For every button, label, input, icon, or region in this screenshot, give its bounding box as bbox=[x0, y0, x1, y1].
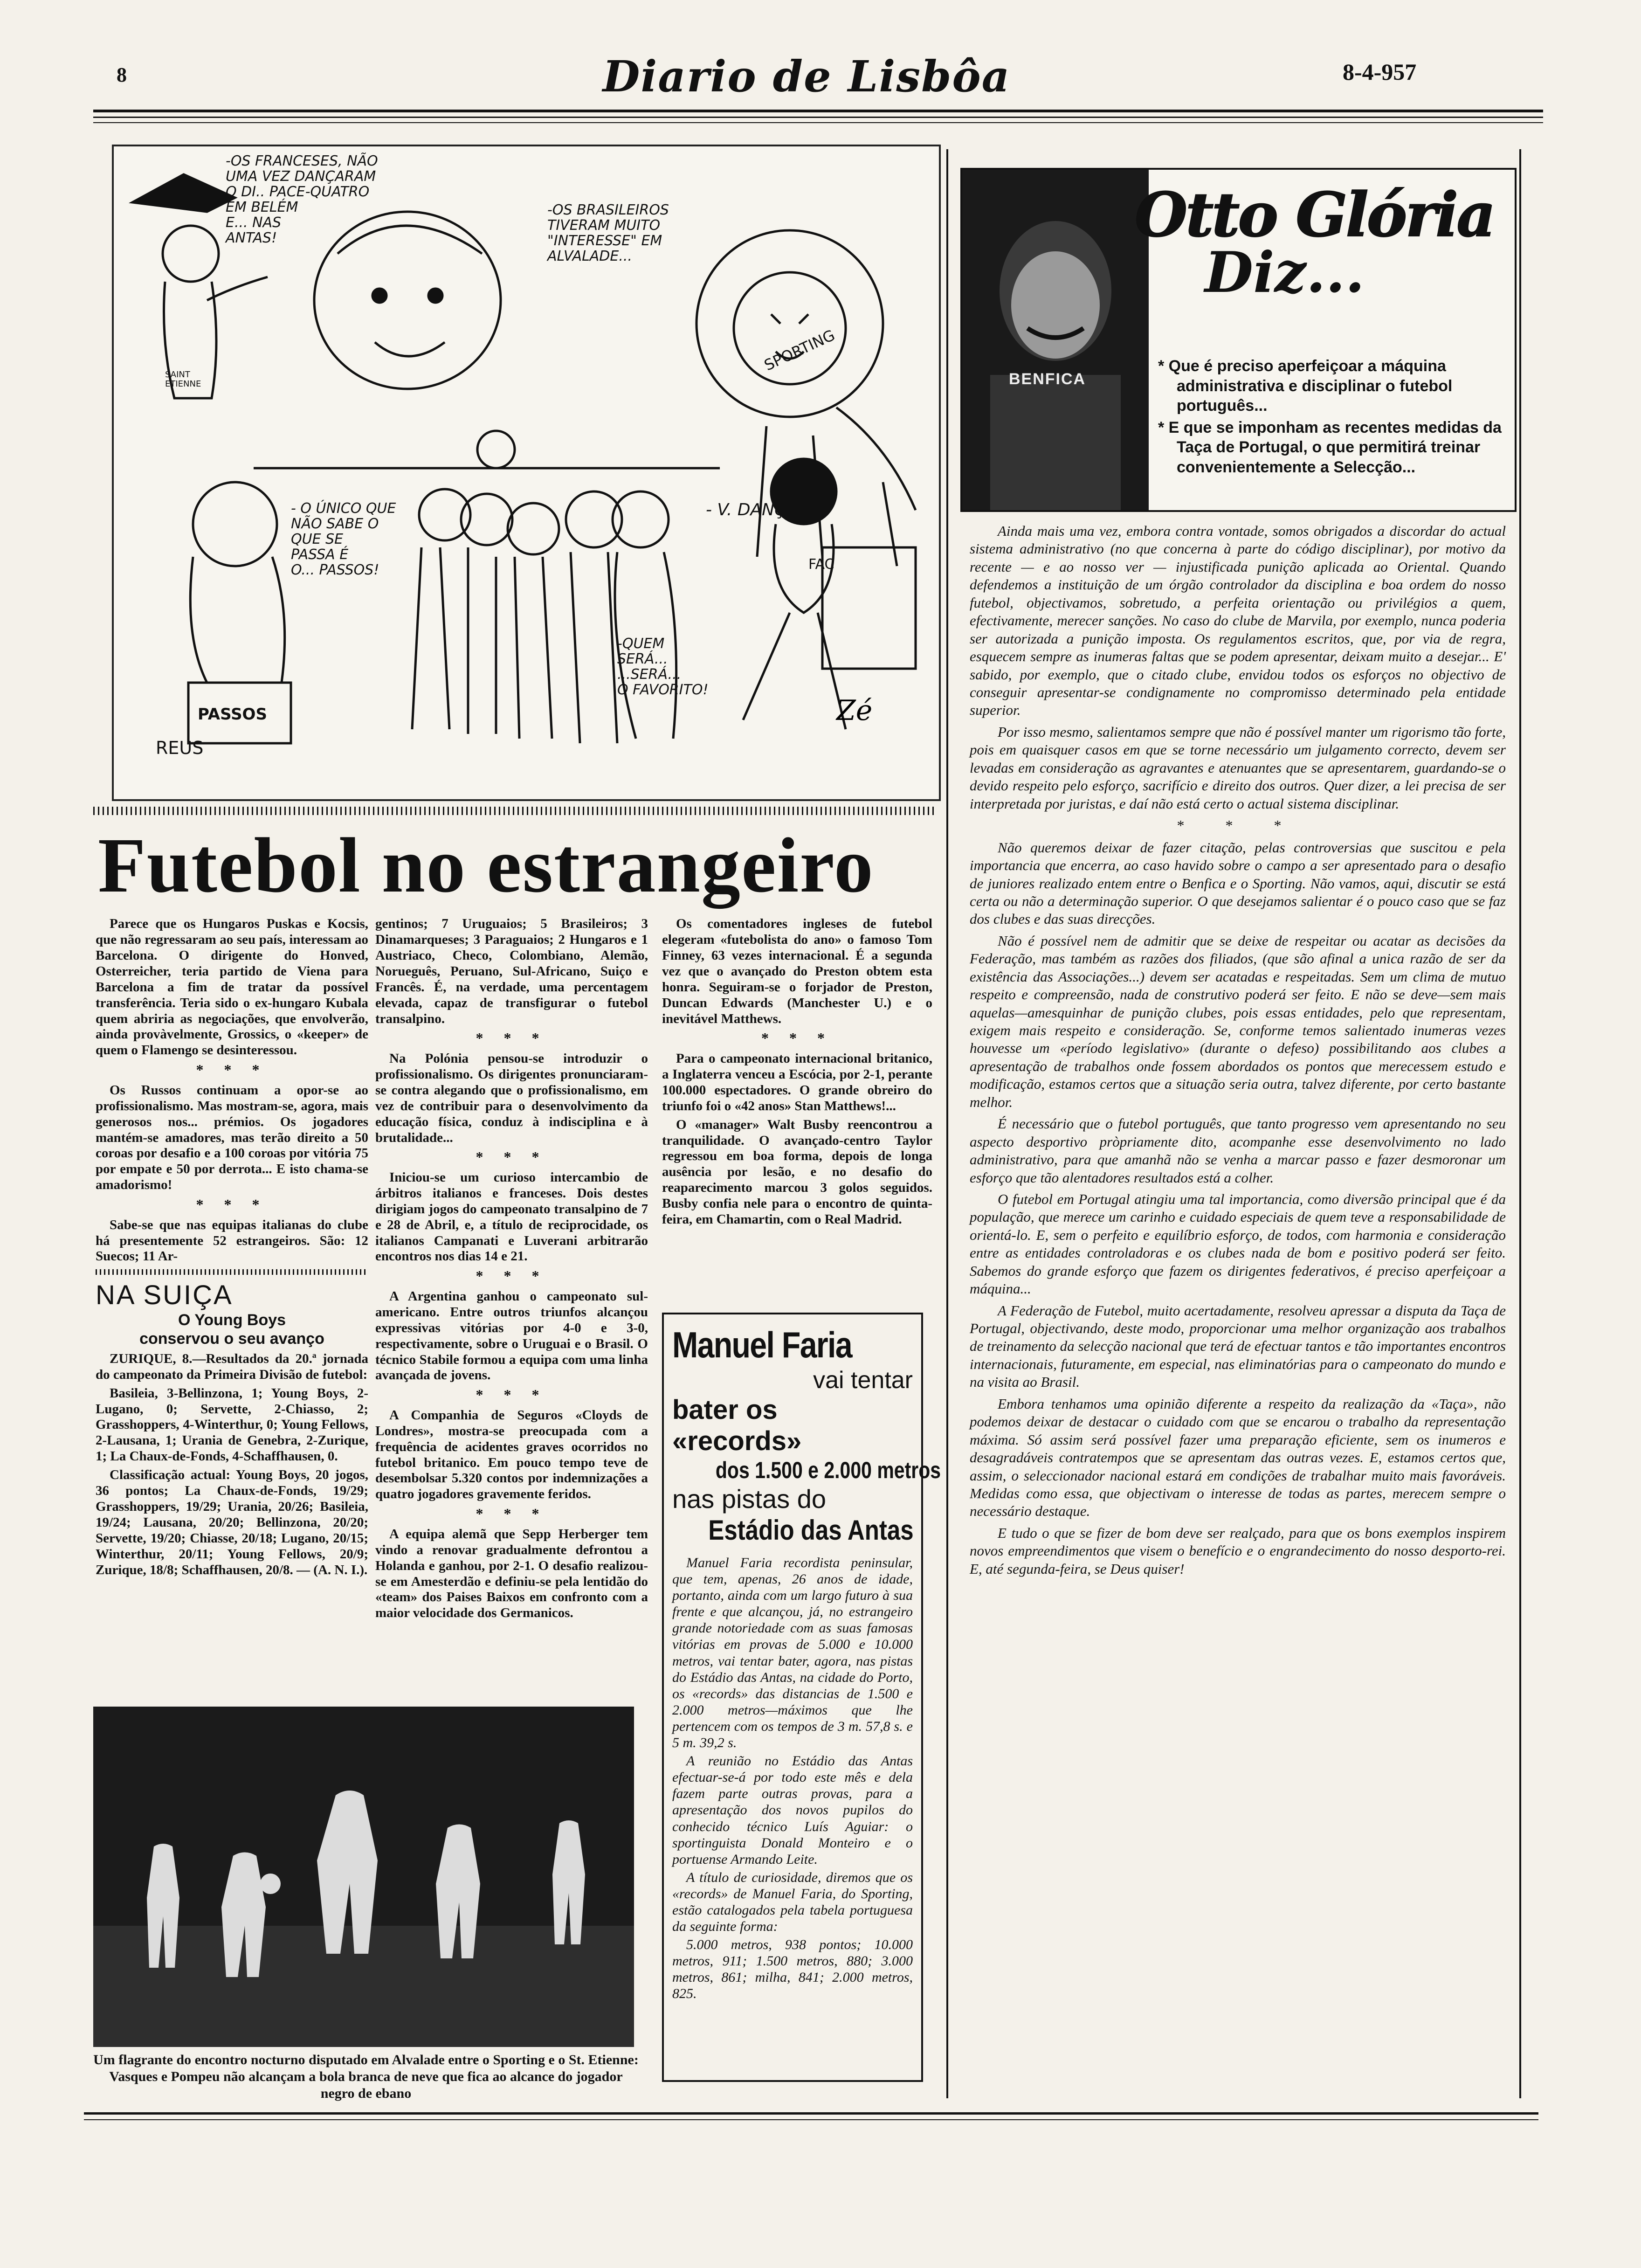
otto-article bbox=[970, 522, 1506, 1582]
footer-rule bbox=[84, 2112, 1538, 2115]
match-photo-drawing bbox=[93, 1707, 634, 2047]
article-paragraph: Iniciou-se um curioso intercambio de árbitros italianos e franceses. Dois destes dirigiam jogos do campeonato transalpino de 7 e 28 de Abril, e, a título de reciprocidade, os italianos Campanati e Luverani arbitrarão encontros nos dias 14 e 21. bbox=[375, 1169, 648, 1264]
separator-stars: * * * bbox=[196, 1196, 268, 1213]
article-paragraph: A Federação de Futebol, muito acertadamente, resolveu apressar a disputa da Taça de Portugal, objectivando, deste modo, proporcionar uma melhor organização aos trabalhos de treinamento da selecção nacional que terá de efectuar tantos e tão importantes encontros internacionais, futuramente, em especial, nas eliminatórias para o campeonato do mundo e na visita ao Brasil. bbox=[970, 1302, 1506, 1390]
photo-caption: Um flagrante do encontro nocturno disputado em Alvalade entre o Sporting e o St. Etienne: Vasques e Pompeu não alcançam a bola branca de neve que fica ao alcance do jogador negro de ebano bbox=[93, 2052, 639, 2101]
faria-line5: nas pistas do bbox=[672, 1484, 826, 1514]
article-paragraph: E tudo o que se fizer de bom deve ser realçado, para que os bons exemplos inspirem novos empreendimentos que visem o benefício e o engrandecimento do nosso desporto-rei. E, até segunda-feira, se Deus quiser! bbox=[970, 1524, 1506, 1577]
article-paragraph: Manuel Faria recordista peninsular, que tem, apenas, 26 anos de idade, portanto, ainda com um largo futuro à sua frente e que alcançou, já, no estrangeiro grande notoriedade com as suas famosas vitórias em provas de 5.000 e 10.000 metros, vai tentar bater, agora, nas pistas do Estádio das Antas, na cidade do Porto, os «records» das distancias de 1.500 e 2.000 metros—máximos que lhe pertencem com os tempos de 3 m. 57,8 s. e 5 m. 39,2 s. bbox=[672, 1555, 913, 1751]
bubble-franceses: -OS FRANCESES, NÃO UMA VEZ DANÇARAM O DI.. PACE-QUATRO EM BELÉM E... NAS ANTAS! bbox=[226, 153, 378, 246]
bubble-favorito: -QUEM SERÁ... ...SERÁ... O FAVORITO! bbox=[617, 636, 709, 698]
otto-bullets bbox=[1158, 356, 1503, 479]
artist-signature: Zé bbox=[836, 694, 873, 727]
separator-stars: * * * bbox=[476, 1386, 548, 1404]
article-paragraph: ZURIQUE, 8.—Resultados da 20.ª jornada do campeonato da Primeira Divisão de futebol: bbox=[96, 1351, 368, 1382]
article-paragraph: A Argentina ganhou o campeonato sul-americano. Entre outros triunfos alcançou expressivas vitórias por 4-0 e 3-0, respectivamente, sobre o Uruguai e o Brasil. O técnico Stabile formou a equipa com uma linha avançada de jovens. bbox=[375, 1288, 648, 1383]
separator-stars: * * * bbox=[476, 1148, 548, 1166]
header-rule-top bbox=[93, 110, 1543, 112]
otto-portrait bbox=[962, 170, 1149, 510]
separator-stars: * * * bbox=[196, 1061, 268, 1079]
article-paragraph: Classificação actual: Young Boys, 20 jogos, 36 pontos; La Chaux-de-Fonds, 19/29; Grasshoppers, 19/29; Urania, 20/26; Basileia, 19/24; Lausana, 20/20; Bellinzona, 20/20; Servette, 19/20; Chiasse, 20/18; Lugano, 20/15; Winterthur, 20/11; Young Fellows, 20/9; Zurique, 18/8; Schaffhausen, 20/8. — (A. N. I.). bbox=[96, 1467, 368, 1577]
article-paragraph: Os Russos continuam a opor-se ao profissionalismo. Mas mostram-se, agora, mais generosos nos... prémios. Os jogadores mantém-se amadores, mas terão direito a 50 coroas por desafio e a 100 coroas por vitória 75 por empate e 50 por derrota... E isto chama-se amadorismo! bbox=[96, 1082, 368, 1193]
separator-stars: * * * bbox=[476, 1267, 548, 1285]
article-paragraph: Basileia, 3-Bellinzona, 1; Young Boys, 2-Lugano, 0; Servette, 2-Chiasso, 2; Grasshoppers, 4-Winterthur, 0; Young Fellows, 2-Lausana, 1; Urania de Genebra, 2-Zurique, 1; La Chaux-de-Fonds, 4-Schaffhausen, 0. bbox=[96, 1385, 368, 1464]
footer-rule-2 bbox=[84, 2119, 1538, 2120]
issue-date: 8-4-957 bbox=[1343, 59, 1417, 85]
page-number: 8 bbox=[117, 63, 127, 86]
headline: Futebol no estrangeiro bbox=[98, 822, 874, 909]
section-title-suica: NA SUIÇA bbox=[96, 1280, 233, 1311]
article-paragraph: Ainda mais uma vez, embora contra vontade, somos obrigados a discordar do actual sistema administrativo (no que concerna à parte do código disciplinar), por motivo da recente — e ao nosso ver — injustificada punição aplicada ao Oriental. Quando defendemos a instituição de um órgão controlador da disciplina e boa ordem do nosso futebol, objectivamos, sobretudo, a perfeita orientação ou privilégios a quem, efectivamente, merecer sanções. No caso do clube de Marvila, por exemplo, nunca poderia ser autorizada a punição imposta. Os regulamentos escritos, que, por via de regra, esquecem sempre as inumeras faltas que se podem apresentar, deixam muito a desejar... E' sabido, por exemplo, que o citado clube, envidou todos os esforços no objectivo de conseguir apresentar-se condignamente no compromisso determinado pela entidade superior. bbox=[970, 523, 1506, 719]
separator-stars: * * * bbox=[476, 1030, 548, 1047]
header-rule-bottom bbox=[93, 117, 1543, 118]
article-paragraph: gentinos; 7 Uruguaios; 5 Brasileiros; 3 Dinamarqueses; 3 Paraguaios; 2 Hungaros e 1 Austriaco, Checo, Colombiano, Alemão, Norueguês, Peruano, Sul-Africano, Suiço e Francês. É, na verdade, uma percentagem elevada, capaz de transfigurar o futebol transalpino. bbox=[375, 916, 648, 1026]
article-paragraph: Por isso mesmo, salientamos sempre que não é possível manter um rigorismo tão forte, pois em quaisquer casos em que se torne necessário um julgamento correcto, devem ser levadas em consideração as agravantes e atenuantes que se apresentarem, guardando-se o devido respeito pelo esforço, sacrifício e direito dos outros. Quer dizer, a lei precisa de ser interpretada por juristas, e daí não está certo o actual sistema disciplinar. bbox=[970, 723, 1506, 812]
article-paragraph: Embora tenhamos uma opinião diferente a respeito da realização da «Taça», não podemos deixar de destacar o cuidado com que se encarou o trabalho da representação máxima. Só assim será possível fazer uma preparação eficiente, sem os inumeros e desagradáveis contratempos que se apresentam das outras vezes. E, estamos certos que, assim, o seleccionador nacional estará em condições de trabalhar muito mais favoráveis. Medidas como essa, que objectivam o interesse de todas as partes, merecem sempre o necessário destaque. bbox=[970, 1395, 1506, 1520]
article-paragraph: É necessário que o futebol português, que tanto progresso vem apresentando no seu aspecto desportivo pròpriamente dito, acompanhe esse desenvolvimento no lado administrativo, para que amanhã não se venha a marcar passo e fazer desmoronar um esforço que tão alentadores resultados está a colher. bbox=[970, 1115, 1506, 1186]
masthead: Diario de Lisbôa bbox=[602, 51, 1011, 102]
otto-gloria-box bbox=[960, 168, 1517, 512]
article-paragraph: A reunião no Estádio das Antas efectuar-se-á por todo este mês e dela fazem parte outras provas, para a apresentação dos novos pupilos do conhecido técnico Luís Aguiar: o sportinguista Donald Monteiro e o portuense Armando Leite. bbox=[672, 1753, 913, 1867]
separator-stars: * * * bbox=[476, 1505, 548, 1522]
faria-line6: Estádio das Antas bbox=[708, 1514, 914, 1546]
bullet-item: * E que se imponham as recentes medidas da Taça de Portugal, o que permitirá treinar convenientemente a Selecção... bbox=[1158, 418, 1502, 476]
otto-title: Otto Glória bbox=[1135, 179, 1494, 250]
article-paragraph: Sabe-se que nas equipas italianas do clube há presentemente 52 estrangeiros. São: 12 Suecos; 11 Ar- bbox=[96, 1217, 368, 1264]
bubble-danca: - V. DANÇA! bbox=[706, 500, 805, 519]
separator-stars: * * * bbox=[761, 1030, 833, 1047]
cartoon-divider bbox=[93, 807, 937, 815]
cartoon-illustration bbox=[112, 145, 941, 801]
faria-line3: bater os «records» bbox=[672, 1395, 802, 1456]
separator-stars: * * * bbox=[1176, 817, 1299, 834]
column-3 bbox=[662, 916, 932, 1231]
match-photo bbox=[93, 1707, 634, 2047]
faria-box bbox=[662, 1313, 941, 2082]
label-reus: REUS bbox=[156, 738, 204, 758]
label-fac: FAC bbox=[808, 556, 834, 573]
otto-title-diz: Diz... bbox=[1205, 240, 1365, 305]
faria-line2: vai tentar bbox=[813, 1367, 913, 1394]
header-rule-third bbox=[93, 122, 1543, 123]
bubble-brasileiros: -OS BRASILEIROS TIVERAM MUITO "INTERESSE" EM ALVALADE... bbox=[547, 202, 669, 264]
bullet-item: * Que é preciso aperfeiçoar a máquina administrativa e disciplinar o futebol português... bbox=[1158, 357, 1453, 415]
column-1 bbox=[96, 916, 368, 1581]
article-paragraph: Para o campeonato internacional britanico, a Inglaterra venceu a Escócia, por 2-1, perante 100.000 espectadores. O grande obreiro do triunfo foi o «42 anos» Stan Matthews!... bbox=[662, 1051, 932, 1113]
faria-title: Manuel Faria bbox=[672, 1324, 852, 1365]
label-sporting: SPORTING bbox=[761, 326, 838, 374]
article-paragraph: 5.000 metros, 938 pontos; 10.000 metros, 911; 1.500 metros, 880; 3.000 metros, 861; milha, 841; 2.000 metros, 825. bbox=[672, 1937, 913, 2002]
article-paragraph: Na Polónia pensou-se introduzir o profissionalismo. Os dirigentes pronunciaram-se contra alegando que o profissionalismo, em vez de contribuir para o desenvolvimento da educação física, conduz à indisciplina e à brutalidade... bbox=[375, 1051, 648, 1145]
faria-body bbox=[672, 1555, 913, 2002]
article-paragraph: O futebol em Portugal atingiu uma tal importancia, como diversão principal que é da população, que merece um carinho e cuidado especiais de quem teve a responsabilidade de orientá-lo. E, sem o perfeito e equilíbrio esforço, de todos, com harmonia e consideração entre as entidades controladoras e os clubes nada de bom e positivo poderá ser feito. Sabemos do grande esforço que fazem os dirigentes federativos, é preciso aperfeiçoar a máquina... bbox=[970, 1190, 1506, 1297]
section-rule bbox=[96, 1269, 368, 1275]
article-paragraph: Parece que os Hungaros Puskas e Kocsis, que não regressaram ao seu país, interessam ao Barcelona. O dirigente do Honved, Osterreicher, teria partido de Viena para Barcelona a fim de tratar da possível transferência. Teria sido o ex-hungaro Kubala quem abriria as negociações, que envolverão, ainda provàvelmente, Grossics, o «keeper» de quem o Flamengo se desinteressou. bbox=[96, 916, 368, 1058]
article-paragraph: Não queremos deixar de fazer citação, pelas controversias que suscitou e pela importancia que encerra, ao caso havido sobre o campo a ser apresentado para o desafio de juniores realizado entem entre o Benfica e o Sporting. Não vamos, aqui, discutir se está certa ou não a determinação superior. O que desejamos salientar é o pouco caso que se faz dos clubes e das suas direcções. bbox=[970, 839, 1506, 927]
faria-line4: dos 1.500 e 2.000 metros bbox=[715, 1457, 941, 1483]
subhead-young-boys: O Young Boys bbox=[178, 1311, 286, 1329]
label-saint-etienne: SAINT ETIENNE bbox=[165, 370, 201, 389]
article-paragraph: A equipa alemã que Sepp Herberger tem vindo a renovar gradualmente defrontou a Holanda e ganhou, por 2-1. O desafio realizou-se em Amesterdão e definiu-se pela lentidão do «team» dos Paises Baixos em confronto com a maior velocidade dos Germanicos. bbox=[375, 1526, 648, 1621]
article-paragraph: A título de curiosidade, diremos que os «records» de Manuel Faria, do Sporting, estão catalogados pela tabela portuguesa da seguinte forma: bbox=[672, 1869, 913, 1935]
article-paragraph: Não é possível nem de admitir que se deixe de respeitar ou acatar as decisões da Federação, mas também as razões dos filiados, (que são afinal a unica razão de ser da existência das Associações...) devem ser acatadas e respeitadas. Sem um clima de mutuo respeito e compreensão, nada de construtivo poderá ser feito. E não se deve—sem mais aquelas—amesquinhar de punição clubes, pois essas entidades, pelo que representam, exigem mais respeito e consideração. Se, conforme temos salientado inumeras vezes houvesse um «período legislativo» (durante o defeso) possibilitando aos clubes a apresentação de trabalhos onde fossem abordados os pontos que merecessem estudo e modificação, estamos certos que a situação seria outra, talvez diferente, por certo bastante melhor. bbox=[970, 932, 1506, 1110]
label-passos: PASSOS bbox=[198, 705, 267, 724]
article-paragraph: A Companhia de Seguros «Cloyds de Londres», mostra-se preocupada com a frequência de acidentes graves ocorridos no futebol britanico. Em pouco tempo teve de desembolsar 5.320 contos por indemnizações a quatro jogadores gravemente feridos. bbox=[375, 1407, 648, 1502]
subhead-avanco: conservou o seu avanço bbox=[139, 1330, 324, 1348]
shirt-label: BENFICA bbox=[1009, 370, 1086, 388]
article-paragraph: Os comentadores ingleses de futebol elegeram «futebolista do ano» o famoso Tom Finney, 63 vezes internacional. É a segunda vez que o avançado do Preston obtem esta honra. Seguiram-se o forjador de Preston, Duncan Edwards (Manchester U.) e o inevitável Matthews. bbox=[662, 916, 932, 1026]
column-2 bbox=[375, 916, 648, 1624]
article-paragraph: O «manager» Walt Busby reencontrou a tranquilidade. O avançado-centro Taylor regressou em boa forma, depois de longa ausência por lesão, e no desafio do reaparecimento marcou 3 golos seguidos. Busby confia nele para o encontro de quinta-feira, em Chamartin, com o Real Madrid. bbox=[662, 1117, 932, 1227]
bubble-passos: - O ÚNICO QUE NÃO SABE O QUE SE PASSA É O... PASSOS! bbox=[291, 500, 396, 578]
